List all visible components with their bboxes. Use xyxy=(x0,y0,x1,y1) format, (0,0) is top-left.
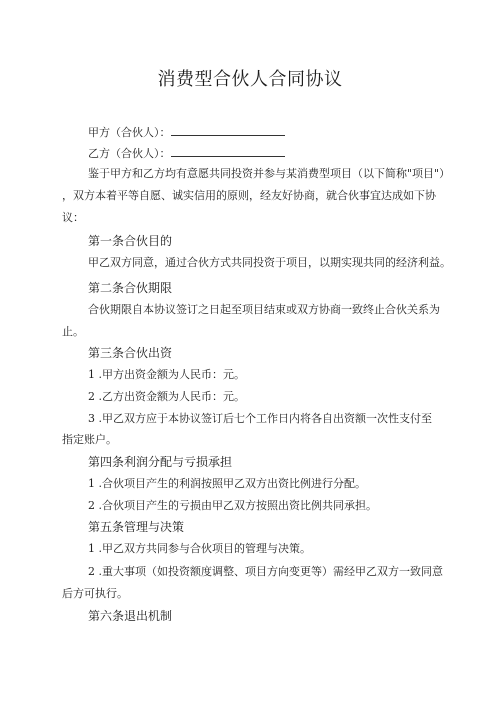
article-2-text: 合伙期限自本协议签订之日起至项目结束或双方协商一致终止合伙关系为 xyxy=(88,303,440,316)
document-title: 消费型合伙人合同协议 xyxy=(157,69,343,90)
article-4-item: 1 .合伙项目产生的利润按照甲乙双方出资比例进行分配。 xyxy=(88,477,366,490)
party-b-line xyxy=(88,145,468,161)
article-5-item: 1 .甲乙双方共同参与合伙项目的管理与决策。 xyxy=(88,542,311,555)
party-a-line xyxy=(88,124,468,140)
party-a-label: 甲方（合伙人）： xyxy=(88,126,171,139)
preamble-line: ，双方本着平等自愿、诚实信用的原则，经友好协商，就合伙事宜达成如下协 xyxy=(62,189,436,202)
article-3-item: 3 .甲乙双方应于本协议签订后七个工作日内将各自出资额一次性支付至 xyxy=(88,412,432,425)
preamble-line: 鉴于甲方和乙方均有意愿共同投资并参与某消费型项目（以下简称"项目"） xyxy=(88,167,451,180)
article-1-text: 甲乙双方同意，通过合伙方式共同投资于项目，以期实现共同的经济利益。 xyxy=(88,256,451,269)
party-a-blank[interactable] xyxy=(171,124,285,136)
article-4-heading: 第四条利润分配与亏损承担 xyxy=(88,455,233,469)
article-1-heading: 第一条合伙目的 xyxy=(88,234,173,248)
party-b-label: 乙方（合伙人）： xyxy=(88,147,171,160)
article-3-item: 1 .甲方出资金额为人民币：元。 xyxy=(88,368,245,381)
article-5-heading: 第五条管理与决策 xyxy=(88,520,185,534)
article-2-heading: 第二条合伙期限 xyxy=(88,281,173,295)
article-5-item: 2 .重大事项（如投资额度调整、项目方向变更等）需经甲乙双方一致同意 xyxy=(88,565,443,578)
party-b-blank[interactable] xyxy=(171,145,285,157)
article-4-item: 2 .合伙项目产生的亏损由甲乙双方按照出资比例共同承担。 xyxy=(88,499,377,512)
article-2-text: 止。 xyxy=(62,325,84,338)
article-5-item: 后方可执行。 xyxy=(62,587,128,600)
preamble-line: 议： xyxy=(62,211,84,224)
article-6-heading: 第六条退出机制 xyxy=(88,609,173,623)
article-3-heading: 第三条合伙出资 xyxy=(88,346,173,360)
article-3-item: 2 .乙方出资金额为人民币：元。 xyxy=(88,390,245,403)
article-3-item: 指定账户。 xyxy=(62,433,117,446)
